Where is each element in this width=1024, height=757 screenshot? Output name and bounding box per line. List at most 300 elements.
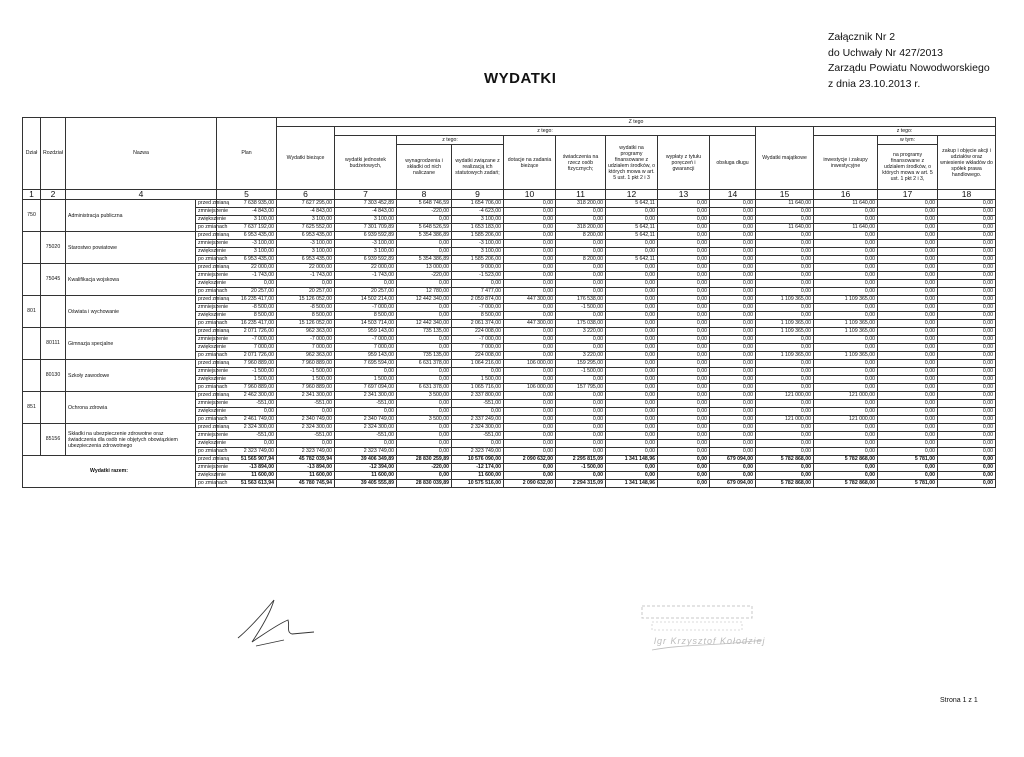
- value-cell: 0,00: [504, 376, 556, 384]
- total-value-cell: 679 094,00: [710, 480, 756, 488]
- table-row: [23, 392, 996, 400]
- total-value-cell: 39 406 349,89: [335, 456, 397, 464]
- value-cell: 447 300,00: [504, 296, 556, 304]
- value-cell: 0,00: [878, 216, 938, 224]
- value-cell: 0,00: [814, 360, 878, 368]
- column-numbers-row: [23, 190, 996, 200]
- value-cell: 16 235 417,00: [217, 320, 277, 328]
- value-cell: 0,00: [556, 312, 606, 320]
- total-value-cell: 51 565 907,94: [217, 456, 277, 464]
- table-row: [23, 296, 996, 304]
- value-cell: -551,00: [217, 400, 277, 408]
- value-cell: 0,00: [556, 376, 606, 384]
- value-cell: 0,00: [556, 400, 606, 408]
- value-cell: 0,00: [710, 376, 756, 384]
- value-cell: 0,00: [397, 400, 452, 408]
- row-label: zmniejszenie: [196, 240, 217, 248]
- value-cell: 0,00: [335, 440, 397, 448]
- value-cell: 0,00: [397, 376, 452, 384]
- value-cell: 1 109 365,00: [814, 328, 878, 336]
- value-cell: 2 340 749,00: [277, 416, 335, 424]
- value-cell: 0,00: [938, 240, 996, 248]
- value-cell: 0,00: [606, 424, 658, 432]
- nazwa-cell: Kwalifikacja wojskowa: [66, 264, 196, 296]
- head-wydatki-biezace: Wydatki bieżące: [277, 127, 335, 190]
- value-cell: -551,00: [335, 432, 397, 440]
- value-cell: -4 843,00: [277, 208, 335, 216]
- value-cell: 0,00: [335, 368, 397, 376]
- value-cell: 0,00: [606, 272, 658, 280]
- total-value-cell: 0,00: [658, 464, 710, 472]
- value-cell: 0,00: [556, 280, 606, 288]
- head-rozdzial: Rozdział: [41, 118, 66, 190]
- value-cell: 0,00: [710, 352, 756, 360]
- value-cell: 1 109 365,00: [814, 320, 878, 328]
- value-cell: 2 337 800,00: [452, 392, 504, 400]
- value-cell: 3 100,00: [335, 216, 397, 224]
- value-cell: -4 623,00: [452, 208, 504, 216]
- value-cell: 1 109 365,00: [756, 320, 814, 328]
- rozdzial-cell: 80111: [41, 328, 66, 360]
- value-cell: 0,00: [710, 288, 756, 296]
- column-number: 15: [756, 190, 814, 200]
- value-cell: 0,00: [938, 224, 996, 232]
- value-cell: 0,00: [658, 392, 710, 400]
- total-value-cell: 45 780 745,94: [277, 480, 335, 488]
- value-cell: 0,00: [938, 360, 996, 368]
- value-cell: 176 538,00: [556, 296, 606, 304]
- value-cell: 7 695 594,00: [335, 360, 397, 368]
- total-value-cell: 0,00: [658, 472, 710, 480]
- total-value-cell: 0,00: [814, 464, 878, 472]
- value-cell: 0,00: [397, 368, 452, 376]
- value-cell: -1 500,00: [556, 304, 606, 312]
- value-cell: 6 939 592,89: [335, 232, 397, 240]
- value-cell: 11 640,00: [756, 200, 814, 208]
- value-cell: 0,00: [878, 320, 938, 328]
- value-cell: 7 000,00: [335, 344, 397, 352]
- value-cell: -8 500,00: [277, 304, 335, 312]
- value-cell: 8 500,00: [335, 312, 397, 320]
- value-cell: -220,00: [397, 208, 452, 216]
- value-cell: 0,00: [397, 312, 452, 320]
- value-cell: -551,00: [335, 400, 397, 408]
- value-cell: 2 341 300,00: [335, 392, 397, 400]
- value-cell: 0,00: [335, 408, 397, 416]
- value-cell: 12 780,00: [397, 288, 452, 296]
- total-value-cell: 0,00: [658, 480, 710, 488]
- value-cell: 0,00: [756, 408, 814, 416]
- head-w-tym: w tym:: [878, 136, 938, 145]
- value-cell: -1 500,00: [556, 368, 606, 376]
- head-plan: Plan: [217, 118, 277, 190]
- value-cell: 0,00: [878, 392, 938, 400]
- value-cell: 959 143,00: [335, 352, 397, 360]
- value-cell: 0,00: [504, 264, 556, 272]
- value-cell: 0,00: [658, 296, 710, 304]
- value-cell: 5 642,11: [606, 224, 658, 232]
- value-cell: 0,00: [658, 384, 710, 392]
- value-cell: 0,00: [504, 280, 556, 288]
- value-cell: 0,00: [814, 384, 878, 392]
- value-cell: 0,00: [556, 264, 606, 272]
- value-cell: 0,00: [814, 240, 878, 248]
- value-cell: 2 337 249,00: [452, 416, 504, 424]
- dzial-cell: [23, 232, 41, 264]
- head-wydatki-zwiazane: wydatki związane z realizacją ich statutowych zadań;: [452, 145, 504, 190]
- value-cell: 0,00: [217, 280, 277, 288]
- value-cell: 0,00: [504, 368, 556, 376]
- value-cell: 3 100,00: [217, 216, 277, 224]
- value-cell: 14 503 714,00: [335, 320, 397, 328]
- value-cell: 0,00: [814, 424, 878, 432]
- value-cell: 0,00: [606, 328, 658, 336]
- value-cell: 11 640,00: [814, 200, 878, 208]
- value-cell: 0,00: [710, 216, 756, 224]
- value-cell: 5 354 386,89: [397, 232, 452, 240]
- value-cell: 0,00: [878, 288, 938, 296]
- value-cell: 0,00: [756, 248, 814, 256]
- value-cell: 0,00: [938, 264, 996, 272]
- column-number: 7: [335, 190, 397, 200]
- total-label: Wydatki razem:: [23, 456, 196, 488]
- value-cell: -1 743,00: [277, 272, 335, 280]
- value-cell: 0,00: [397, 336, 452, 344]
- table-row: [23, 232, 996, 240]
- total-value-cell: 0,00: [756, 464, 814, 472]
- value-cell: 7 625 552,00: [277, 224, 335, 232]
- value-cell: 0,00: [277, 280, 335, 288]
- value-cell: 0,00: [397, 408, 452, 416]
- value-cell: 0,00: [938, 328, 996, 336]
- value-cell: 15 126 052,00: [277, 320, 335, 328]
- head-inwestycje: inwestycje i zakupy inwestycyjne: [814, 136, 878, 190]
- value-cell: 3 100,00: [452, 216, 504, 224]
- value-cell: 0,00: [658, 200, 710, 208]
- value-cell: 0,00: [504, 432, 556, 440]
- column-number: 4: [66, 190, 217, 200]
- column-number: 9: [452, 190, 504, 200]
- value-cell: 0,00: [606, 448, 658, 456]
- value-cell: 0,00: [710, 432, 756, 440]
- value-cell: 0,00: [878, 232, 938, 240]
- value-cell: 11 640,00: [814, 224, 878, 232]
- dzial-cell: [23, 424, 41, 456]
- value-cell: 0,00: [756, 336, 814, 344]
- value-cell: 1 585 206,00: [452, 256, 504, 264]
- value-cell: 2 323 749,00: [217, 448, 277, 456]
- value-cell: 0,00: [504, 288, 556, 296]
- value-cell: -3 100,00: [277, 240, 335, 248]
- value-cell: 0,00: [606, 304, 658, 312]
- value-cell: 8 500,00: [217, 312, 277, 320]
- value-cell: 0,00: [938, 216, 996, 224]
- table-row: [23, 328, 996, 336]
- value-cell: 0,00: [878, 344, 938, 352]
- value-cell: 0,00: [504, 448, 556, 456]
- value-cell: -1 743,00: [217, 272, 277, 280]
- value-cell: 0,00: [606, 280, 658, 288]
- attachment-line: do Uchwały Nr 427/2013: [828, 46, 943, 59]
- value-cell: 0,00: [556, 248, 606, 256]
- total-value-cell: 11 600,00: [452, 472, 504, 480]
- value-cell: 735 135,00: [397, 328, 452, 336]
- value-cell: 0,00: [556, 392, 606, 400]
- value-cell: 0,00: [756, 344, 814, 352]
- value-cell: 7 000,00: [452, 344, 504, 352]
- value-cell: 0,00: [658, 376, 710, 384]
- column-number: 2: [41, 190, 66, 200]
- value-cell: 0,00: [606, 264, 658, 272]
- value-cell: 7 627 295,00: [277, 200, 335, 208]
- value-cell: 12 442 340,00: [397, 320, 452, 328]
- value-cell: -4 843,00: [217, 208, 277, 216]
- value-cell: 0,00: [606, 432, 658, 440]
- row-label: po zmianach: [196, 448, 217, 456]
- value-cell: 0,00: [658, 400, 710, 408]
- value-cell: 175 038,00: [556, 320, 606, 328]
- value-cell: 1 500,00: [217, 376, 277, 384]
- value-cell: 962 363,00: [277, 328, 335, 336]
- dzial-cell: 851: [23, 392, 41, 424]
- value-cell: 0,00: [606, 336, 658, 344]
- value-cell: 0,00: [938, 400, 996, 408]
- value-cell: 0,00: [504, 312, 556, 320]
- row-label: zwiększenie: [196, 472, 217, 480]
- value-cell: 0,00: [878, 256, 938, 264]
- total-value-cell: 10 575 516,00: [452, 480, 504, 488]
- value-cell: 0,00: [814, 256, 878, 264]
- value-cell: 0,00: [938, 288, 996, 296]
- value-cell: 0,00: [606, 312, 658, 320]
- value-cell: 959 143,00: [335, 328, 397, 336]
- value-cell: 121 000,00: [814, 416, 878, 424]
- column-number: 12: [606, 190, 658, 200]
- value-cell: 2 461 749,00: [217, 416, 277, 424]
- value-cell: 0,00: [814, 312, 878, 320]
- value-cell: 0,00: [938, 296, 996, 304]
- nazwa-cell: Administracja publiczna: [66, 200, 196, 232]
- value-cell: 7 477,00: [452, 288, 504, 296]
- value-cell: 0,00: [504, 216, 556, 224]
- row-label: zmniejszenie: [196, 432, 217, 440]
- value-cell: 0,00: [710, 232, 756, 240]
- value-cell: 0,00: [756, 240, 814, 248]
- value-cell: 7 960 889,00: [277, 360, 335, 368]
- value-cell: 7 638 935,00: [217, 200, 277, 208]
- head-wydatki-programy: wydatki na programy finansowane z udziałem środków, o których mowa w art. 5 ust. 1 pkt 2 i 3: [606, 136, 658, 190]
- value-cell: 0,00: [397, 248, 452, 256]
- value-cell: 3 220,00: [556, 328, 606, 336]
- value-cell: 0,00: [710, 400, 756, 408]
- value-cell: 3 100,00: [217, 248, 277, 256]
- value-cell: 0,00: [658, 224, 710, 232]
- value-cell: 8 200,00: [556, 256, 606, 264]
- value-cell: 7 000,00: [277, 344, 335, 352]
- value-cell: 0,00: [710, 360, 756, 368]
- value-cell: 6 631 378,00: [397, 360, 452, 368]
- rozdzial-cell: 80130: [41, 360, 66, 392]
- value-cell: 0,00: [658, 336, 710, 344]
- total-value-cell: 51 563 613,94: [217, 480, 277, 488]
- value-cell: 0,00: [556, 416, 606, 424]
- total-value-cell: 11 600,00: [277, 472, 335, 480]
- value-cell: 0,00: [397, 216, 452, 224]
- nazwa-cell: Szkoły zawodowe: [66, 360, 196, 392]
- value-cell: 6 953 435,00: [277, 256, 335, 264]
- value-cell: 0,00: [814, 232, 878, 240]
- row-label: przed zmianą: [196, 232, 217, 240]
- value-cell: 0,00: [658, 208, 710, 216]
- total-value-cell: -12 394,00: [335, 464, 397, 472]
- table-row: [23, 360, 996, 368]
- value-cell: 0,00: [606, 320, 658, 328]
- value-cell: 0,00: [938, 384, 996, 392]
- row-label: zmniejszenie: [196, 304, 217, 312]
- value-cell: -3 100,00: [217, 240, 277, 248]
- value-cell: 0,00: [606, 392, 658, 400]
- value-cell: -8 500,00: [217, 304, 277, 312]
- value-cell: 3 500,00: [397, 416, 452, 424]
- total-value-cell: 1 341 148,96: [606, 456, 658, 464]
- value-cell: 0,00: [878, 448, 938, 456]
- value-cell: 0,00: [658, 216, 710, 224]
- dzial-cell: [23, 264, 41, 296]
- value-cell: 0,00: [710, 392, 756, 400]
- value-cell: 0,00: [504, 328, 556, 336]
- value-cell: 0,00: [606, 296, 658, 304]
- value-cell: 0,00: [504, 416, 556, 424]
- dzial-cell: [23, 360, 41, 392]
- value-cell: 0,00: [938, 432, 996, 440]
- value-cell: 1 109 365,00: [756, 352, 814, 360]
- value-cell: 6 939 592,89: [335, 256, 397, 264]
- total-row: [23, 456, 996, 464]
- value-cell: 0,00: [658, 256, 710, 264]
- value-cell: 0,00: [878, 416, 938, 424]
- value-cell: 0,00: [814, 272, 878, 280]
- value-cell: 0,00: [504, 344, 556, 352]
- head-nazwa: Nazwa: [66, 118, 217, 190]
- value-cell: 0,00: [658, 352, 710, 360]
- value-cell: 7 697 094,00: [335, 384, 397, 392]
- value-cell: 1 064 216,00: [452, 360, 504, 368]
- total-value-cell: 5 781,00: [878, 456, 938, 464]
- nazwa-cell: Oświata i wychowanie: [66, 296, 196, 328]
- value-cell: 2 323 749,00: [277, 448, 335, 456]
- total-value-cell: 0,00: [938, 456, 996, 464]
- value-cell: 159 295,00: [556, 360, 606, 368]
- value-cell: 0,00: [658, 408, 710, 416]
- value-cell: 0,00: [938, 408, 996, 416]
- value-cell: 0,00: [397, 424, 452, 432]
- value-cell: 0,00: [878, 296, 938, 304]
- nazwa-cell: Składki na ubezpieczenie zdrowotne oraz świadczenia dla osób nie objętych obowiązkiem ubezpieczenia zdrowotnego: [66, 424, 196, 456]
- page-title: WYDATKI: [484, 70, 557, 87]
- value-cell: 0,00: [504, 272, 556, 280]
- value-cell: 0,00: [397, 280, 452, 288]
- value-cell: 8 500,00: [452, 312, 504, 320]
- value-cell: 0,00: [938, 352, 996, 360]
- value-cell: 0,00: [504, 424, 556, 432]
- value-cell: 0,00: [756, 208, 814, 216]
- value-cell: 0,00: [878, 224, 938, 232]
- head-dzial: Dział: [23, 118, 41, 190]
- value-cell: 0,00: [878, 400, 938, 408]
- value-cell: 0,00: [756, 304, 814, 312]
- value-cell: 0,00: [938, 376, 996, 384]
- value-cell: 0,00: [814, 336, 878, 344]
- value-cell: 0,00: [710, 440, 756, 448]
- value-cell: 0,00: [878, 336, 938, 344]
- total-value-cell: 2 294 315,09: [556, 480, 606, 488]
- row-label: zmniejszenie: [196, 336, 217, 344]
- value-cell: -551,00: [277, 400, 335, 408]
- value-cell: 0,00: [756, 448, 814, 456]
- value-cell: 0,00: [878, 280, 938, 288]
- total-value-cell: 0,00: [938, 464, 996, 472]
- value-cell: 0,00: [710, 208, 756, 216]
- value-cell: 2 323 749,00: [452, 448, 504, 456]
- value-cell: 7 000,00: [217, 344, 277, 352]
- rozdzial-cell: 75020: [41, 232, 66, 264]
- head-wyplaty: wypłaty z tytułu poręczeń i gwarancji: [658, 136, 710, 190]
- value-cell: 0,00: [606, 384, 658, 392]
- dzial-cell: [23, 328, 41, 360]
- value-cell: 0,00: [710, 224, 756, 232]
- nazwa-cell: Starostwo powiatowe: [66, 232, 196, 264]
- value-cell: -7 000,00: [335, 304, 397, 312]
- row-label: po zmianach: [196, 352, 217, 360]
- value-cell: 1 500,00: [335, 376, 397, 384]
- value-cell: 0,00: [504, 224, 556, 232]
- value-cell: 0,00: [504, 232, 556, 240]
- value-cell: 0,00: [504, 256, 556, 264]
- value-cell: 0,00: [814, 408, 878, 416]
- value-cell: 22 000,00: [277, 264, 335, 272]
- value-cell: 7 960 889,00: [277, 384, 335, 392]
- value-cell: 0,00: [658, 304, 710, 312]
- value-cell: 0,00: [277, 440, 335, 448]
- value-cell: 0,00: [504, 248, 556, 256]
- total-value-cell: 2 090 632,00: [504, 480, 556, 488]
- value-cell: 8 500,00: [277, 312, 335, 320]
- value-cell: -4 843,00: [335, 208, 397, 216]
- total-value-cell: 0,00: [556, 472, 606, 480]
- row-label: przed zmianą: [196, 296, 217, 304]
- value-cell: 0,00: [556, 440, 606, 448]
- value-cell: 2 323 749,00: [335, 448, 397, 456]
- value-cell: 1 654 706,00: [452, 200, 504, 208]
- column-number: 6: [277, 190, 335, 200]
- value-cell: 0,00: [277, 408, 335, 416]
- value-cell: 0,00: [878, 424, 938, 432]
- head-wydatki-jednostek: wydatki jednostek budżetowych,: [335, 136, 397, 190]
- value-cell: 0,00: [606, 368, 658, 376]
- value-cell: 0,00: [710, 280, 756, 288]
- value-cell: 0,00: [710, 336, 756, 344]
- value-cell: 0,00: [938, 336, 996, 344]
- value-cell: 0,00: [938, 304, 996, 312]
- value-cell: 0,00: [452, 408, 504, 416]
- total-value-cell: -13 894,00: [217, 464, 277, 472]
- value-cell: 0,00: [878, 328, 938, 336]
- value-cell: 20 257,00: [335, 288, 397, 296]
- total-value-cell: 11 600,00: [217, 472, 277, 480]
- official-stamp: [612, 600, 772, 662]
- head-na-programy: na programy finansowane z udziałem środków, o których mowa w art. 5 ust. 1 pkt 2 i 3,: [878, 145, 938, 190]
- value-cell: 0,00: [878, 264, 938, 272]
